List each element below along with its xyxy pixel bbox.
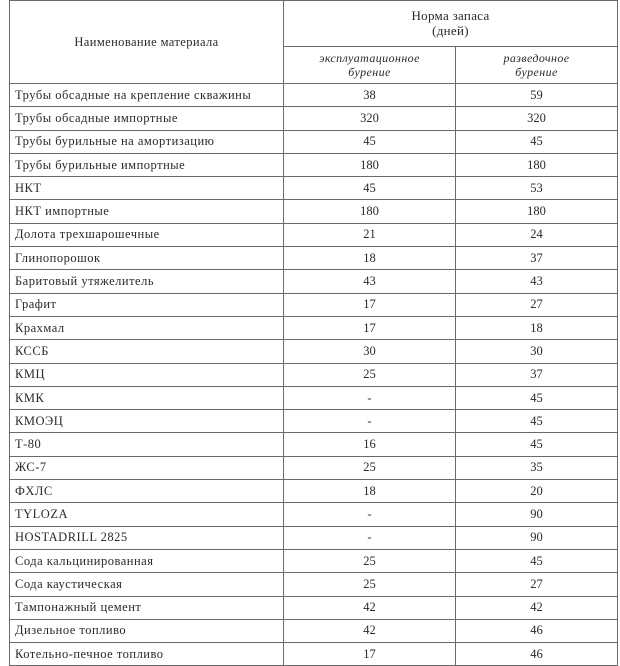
table-row <box>10 270 618 293</box>
table-row <box>10 410 618 433</box>
material-name-cell: КССБ <box>10 340 284 363</box>
material-name-cell: ФХЛС <box>10 480 284 503</box>
table-body <box>10 84 618 666</box>
material-name-cell: Трубы бурильные импортные <box>10 153 284 176</box>
exploitation-value-cell: 17 <box>284 316 456 339</box>
table-row <box>10 247 618 270</box>
table-row <box>10 200 618 223</box>
material-name-cell: Трубы обсадные импортные <box>10 107 284 130</box>
header-exploration-line2: бурение <box>515 64 558 79</box>
exploration-value-cell: 27 <box>456 573 618 596</box>
table-row <box>10 386 618 409</box>
header-stock-norm-line1: Норма запаса <box>411 8 490 24</box>
exploitation-value-cell: 25 <box>284 456 456 479</box>
material-name-cell: Долота трехшарошечные <box>10 223 284 246</box>
table-row <box>10 107 618 130</box>
material-name-cell: Т-80 <box>10 433 284 456</box>
exploration-value-cell: 18 <box>456 316 618 339</box>
table-row <box>10 316 618 339</box>
exploration-value-cell: 59 <box>456 84 618 107</box>
material-name-cell: Крахмал <box>10 316 284 339</box>
exploitation-value-cell: 320 <box>284 107 456 130</box>
exploration-value-cell: 46 <box>456 643 618 666</box>
header-exploitation-line1: эксплуатационное <box>319 50 420 65</box>
header-exploitation-drilling <box>284 46 456 83</box>
material-name-cell: Сода каустическая <box>10 573 284 596</box>
material-stock-table <box>9 0 618 666</box>
exploitation-value-cell: 17 <box>284 293 456 316</box>
table-row <box>10 363 618 386</box>
exploitation-value-cell: 21 <box>284 223 456 246</box>
material-name-cell: Сода кальцинированная <box>10 549 284 572</box>
exploration-value-cell: 45 <box>456 130 618 153</box>
exploitation-value-cell: 25 <box>284 363 456 386</box>
exploration-value-cell: 45 <box>456 410 618 433</box>
exploitation-value-cell: 30 <box>284 340 456 363</box>
exploration-value-cell: 90 <box>456 503 618 526</box>
material-name-cell: HOSTADRILL 2825 <box>10 526 284 549</box>
material-name-cell: Котельно-печное топливо <box>10 643 284 666</box>
table-row <box>10 433 618 456</box>
material-name-cell: Тампонажный цемент <box>10 596 284 619</box>
material-name-cell: TYLOZA <box>10 503 284 526</box>
table-row <box>10 456 618 479</box>
material-name-cell: КМК <box>10 386 284 409</box>
exploitation-value-cell: - <box>284 386 456 409</box>
header-stock-norm <box>284 1 618 47</box>
exploration-value-cell: 90 <box>456 526 618 549</box>
table-row <box>10 177 618 200</box>
exploration-value-cell: 46 <box>456 619 618 642</box>
header-stock-norm-line2: (дней) <box>432 23 469 39</box>
material-name-cell: КМОЭЦ <box>10 410 284 433</box>
material-name-cell: НКТ <box>10 177 284 200</box>
exploitation-value-cell: 42 <box>284 596 456 619</box>
exploitation-value-cell: - <box>284 410 456 433</box>
exploration-value-cell: 24 <box>456 223 618 246</box>
table-row <box>10 153 618 176</box>
header-material-name: Наименование материала <box>10 1 284 84</box>
exploration-value-cell: 43 <box>456 270 618 293</box>
exploration-value-cell: 180 <box>456 153 618 176</box>
table-row <box>10 293 618 316</box>
table-row <box>10 503 618 526</box>
exploitation-value-cell: 25 <box>284 549 456 572</box>
material-name-cell: Глинопорошок <box>10 247 284 270</box>
exploration-value-cell: 30 <box>456 340 618 363</box>
table-row <box>10 480 618 503</box>
exploration-value-cell: 320 <box>456 107 618 130</box>
material-name-cell: КМЦ <box>10 363 284 386</box>
table-row <box>10 223 618 246</box>
material-name-cell: ЖС-7 <box>10 456 284 479</box>
exploration-value-cell: 37 <box>456 363 618 386</box>
exploration-value-cell: 37 <box>456 247 618 270</box>
exploitation-value-cell: 38 <box>284 84 456 107</box>
exploitation-value-cell: 180 <box>284 200 456 223</box>
exploitation-value-cell: 25 <box>284 573 456 596</box>
material-name-cell: Графит <box>10 293 284 316</box>
material-name-cell: Трубы бурильные на амортизацию <box>10 130 284 153</box>
material-name-cell: НКТ импортные <box>10 200 284 223</box>
table-row <box>10 340 618 363</box>
exploitation-value-cell: - <box>284 526 456 549</box>
table-row <box>10 573 618 596</box>
table-row <box>10 84 618 107</box>
header-exploration-line1: разведочное <box>503 50 570 65</box>
exploitation-value-cell: 17 <box>284 643 456 666</box>
material-name-cell: Трубы обсадные на крепление скважины <box>10 84 284 107</box>
table-row <box>10 596 618 619</box>
table-row <box>10 526 618 549</box>
material-name-cell: Баритовый утяжелитель <box>10 270 284 293</box>
exploration-value-cell: 53 <box>456 177 618 200</box>
exploitation-value-cell: 42 <box>284 619 456 642</box>
exploration-value-cell: 180 <box>456 200 618 223</box>
exploration-value-cell: 45 <box>456 433 618 456</box>
exploitation-value-cell: 45 <box>284 130 456 153</box>
exploitation-value-cell: 180 <box>284 153 456 176</box>
table-row <box>10 549 618 572</box>
header-exploitation-line2: бурение <box>348 64 391 79</box>
exploitation-value-cell: 18 <box>284 480 456 503</box>
exploitation-value-cell: 16 <box>284 433 456 456</box>
header-exploration-drilling <box>456 46 618 83</box>
material-name-cell: Дизельное топливо <box>10 619 284 642</box>
exploitation-value-cell: 45 <box>284 177 456 200</box>
exploration-value-cell: 27 <box>456 293 618 316</box>
exploration-value-cell: 45 <box>456 386 618 409</box>
table-row <box>10 643 618 666</box>
exploitation-value-cell: 43 <box>284 270 456 293</box>
exploration-value-cell: 42 <box>456 596 618 619</box>
table-header <box>10 1 618 84</box>
exploitation-value-cell: - <box>284 503 456 526</box>
table-row <box>10 130 618 153</box>
exploration-value-cell: 20 <box>456 480 618 503</box>
table-row <box>10 619 618 642</box>
exploration-value-cell: 35 <box>456 456 618 479</box>
exploitation-value-cell: 18 <box>284 247 456 270</box>
exploration-value-cell: 45 <box>456 549 618 572</box>
